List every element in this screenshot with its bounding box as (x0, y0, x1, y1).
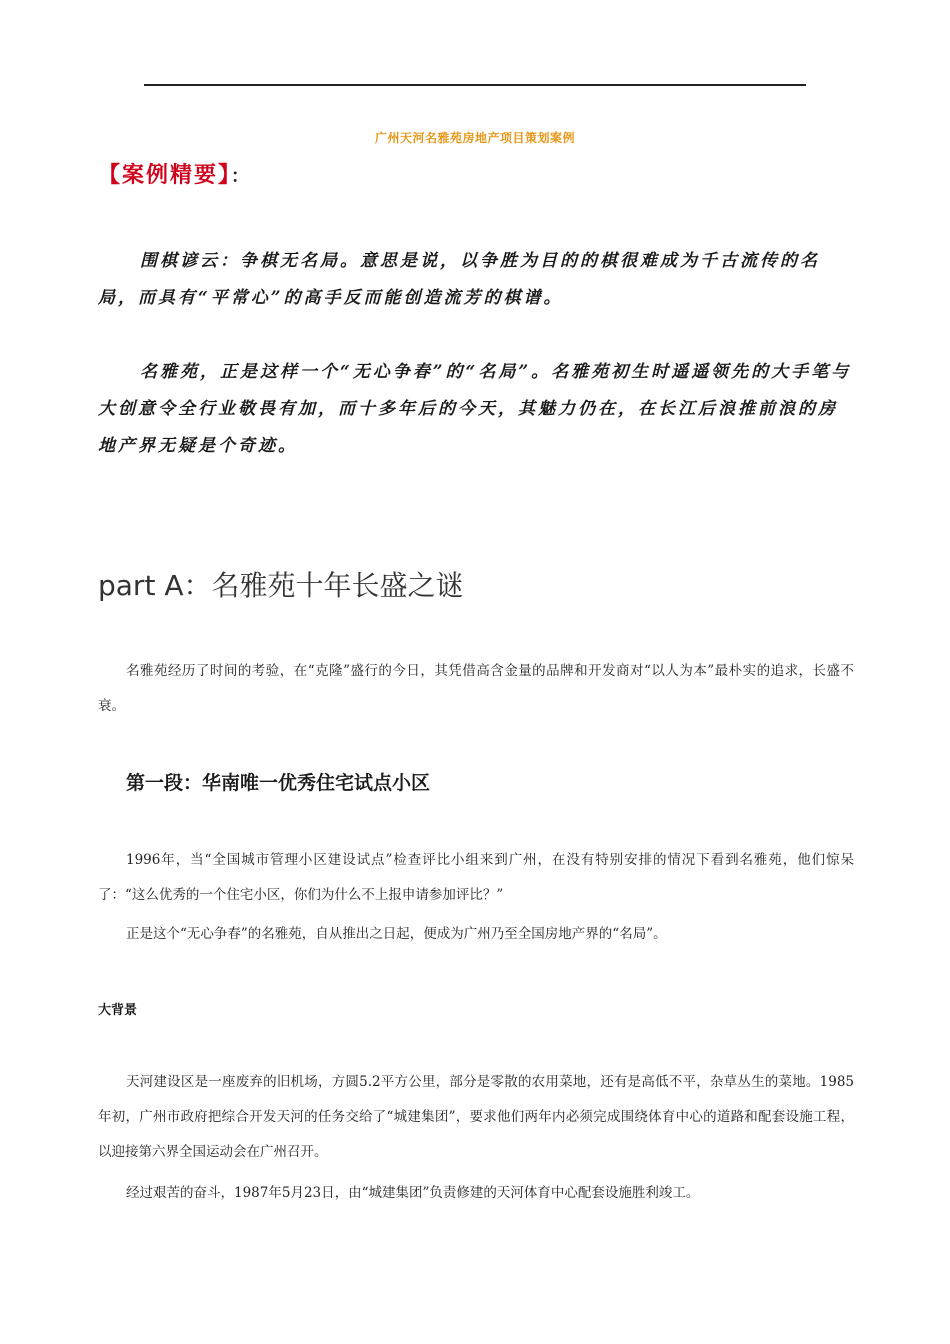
case-summary-heading-colon: ： (231, 166, 252, 187)
case-summary-heading-text: 【案例精要】 (98, 162, 232, 188)
case-summary-paragraph: 围棋谚云：争棋无名局。意思是说，以争胜为目的的棋很难成为千古流传的名局，而具有“平常心”的高手反而能创造流芳的棋谱。 (98, 251, 820, 308)
section-1-paragraph: 正是这个“无心争春”的名雅苑，自从推出之日起，便成为广州乃至全国房地产界的“名局”。 (126, 926, 667, 942)
header-divider (144, 84, 806, 86)
section-1-paragraph: 1996年，当“全国城市管理小区建设试点”检查评比小组来到广州，在没有特别安排的情况下看到名雅苑，他们惊呆了：“这么优秀的一个住宅小区，你们为什么不上报申请参加评比？” (98, 852, 854, 903)
background-subheading: 大背景 (98, 1003, 138, 1018)
section-1-title: 第一段：华南唯一优秀住宅试点小区 (126, 772, 431, 794)
case-summary-paragraph: 名雅苑，正是这样一个“无心争春”的“名局”。名雅苑初生时遥遥领先的大手笔与大创意令全行业敬畏有加，而十多年后的今天，其魅力仍在，在长江后浪推前浪的房地产界无疑是个奇迹。 (98, 362, 852, 456)
document-header-title: 广州天河名雅苑房地产项目策划案例 (374, 131, 575, 145)
background-paragraph: 天河建设区是一座废弃的旧机场，方圆5.2平方公里，部分是零散的农用菜地，还有是高低不平，杂草丛生的菜地。1985年初，广州市政府把综合开发天河的任务交给了“城建集团”，要求他们两年内必须完成围绕体育中心的道路和配套设施工程，以迎接第六界全国运动会在广州召开。 (98, 1074, 854, 1160)
case-summary-heading (98, 158, 251, 189)
background-paragraph: 经过艰苦的奋斗，1987年5月23日，由“城建集团”负责修建的天河体育中心配套设施胜利竣工。 (126, 1185, 700, 1201)
part-a-title: part A：名雅苑十年长盛之谜 (98, 569, 464, 602)
part-a-intro-paragraph: 名雅苑经历了时间的考验，在“克隆”盛行的今日，其凭借高含金量的品牌和开发商对“以人为本”最朴实的追求，长盛不衰。 (98, 663, 854, 714)
